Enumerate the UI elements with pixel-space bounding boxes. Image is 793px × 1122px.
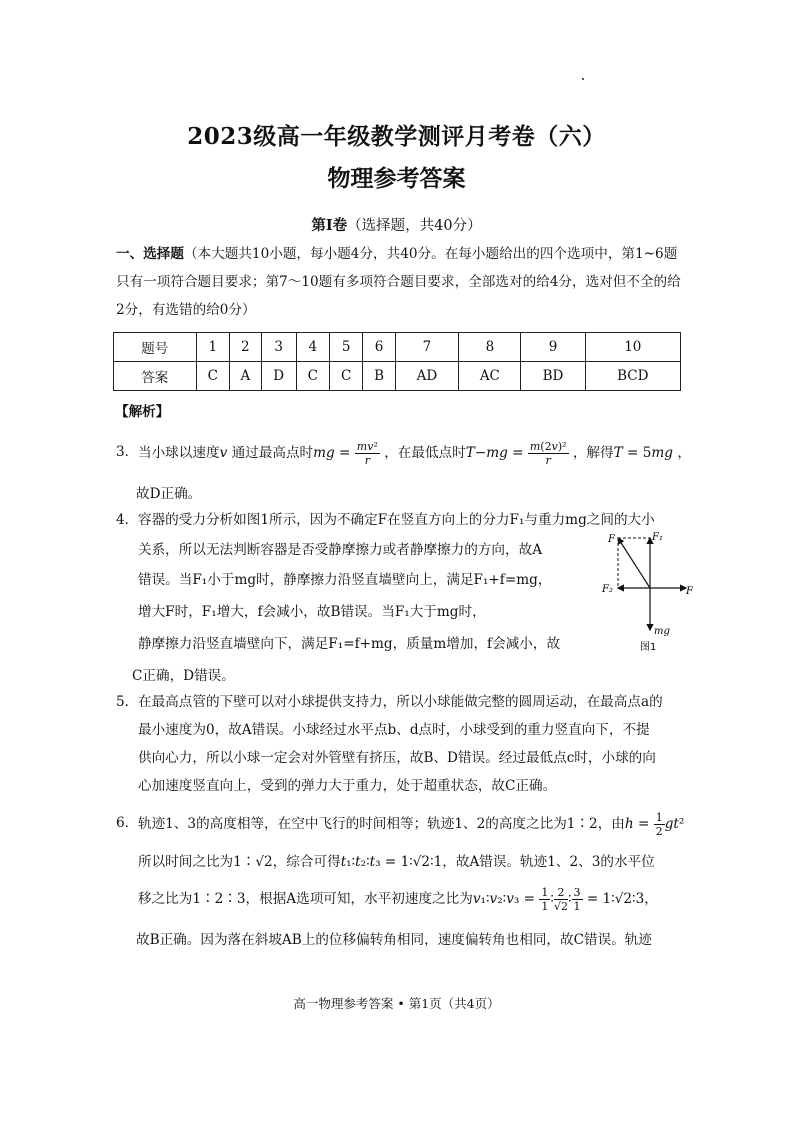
- q4-number: 4．: [116, 512, 139, 528]
- q5-line3: 供向心力，所以小球一定会对外管壁有挤压，故B、D错误。经过最低点c时，小球的向: [138, 750, 656, 766]
- question-number-cell: 1: [196, 333, 229, 362]
- q6-text-2a: 所以时间之比为: [138, 854, 234, 870]
- q6-line3: 移之比为1∶2∶3，根据A选项可知，水平初速度之比为v₁∶v₂∶v₃ = $\frac{1}{1}$ ∶ $\frac{2}{√2}$ ∶ $\frac{3}{1}$ = 1∶√2∶3，: [138, 886, 658, 913]
- instructions-text: （本大题共10小题，每小题4分，共40分。在每小题给出的四个选项中，第1~6题只有一项符合题目要求；第7～10题有多项符合题目要求，全部选对的给4分，选对但不全的给2分，有选错的给0分）: [116, 246, 681, 318]
- question-number-cell: 7: [395, 333, 459, 362]
- answer-cell: BD: [521, 362, 585, 391]
- q3-text-e: ，: [677, 445, 691, 461]
- label-F2: F₂: [602, 584, 613, 595]
- q6-text-2c: ，故A错误。轨迹1、2、3的水平位: [442, 854, 655, 870]
- q6-line2: 所以时间之比为1∶√2，综合可得t₁∶t₂∶t₃ = 1∶√2∶1，故A错误。轨迹1、2、3的水平位: [138, 854, 655, 870]
- answer-cell: C: [330, 362, 363, 391]
- table-header-cell: 答案: [114, 362, 197, 391]
- table-header-cell: 题号: [114, 333, 197, 362]
- section-heading: [0, 214, 793, 235]
- table-row-answers: [114, 362, 681, 391]
- section-heading-rest: （选择题，共40分）: [347, 218, 482, 234]
- exam-title: 2023级高一年级教学测评月考卷（六）: [187, 123, 606, 150]
- q3-text-c: ，在最低点时: [384, 445, 466, 461]
- label-F1: F₁: [652, 532, 663, 543]
- q3-number: 3．: [116, 444, 139, 460]
- q5-line2: 最小速度为0，故A错误。小球经过水平点b、d点时，小球受到的重力竖直向下，不提: [138, 722, 650, 738]
- q6-line4: 故B正确。因为落在斜坡AB上的位移偏转角相同，速度偏转角也相同，故C错误。轨迹: [136, 932, 652, 948]
- q6-text-3c: ，: [644, 891, 658, 907]
- q6-text-3b: ，根据A选项可知，水平初速度之比为: [245, 891, 473, 907]
- q3-line1: 当小球以速度v 通过最高点时mg = $\frac{\text{mv²}}{r}$ ，在最低点时T−mg = $\frac{\text{m(2v)²}}{r}$ ，解得T = 5mg ，: [138, 440, 691, 467]
- page-footer: 高一物理参考答案 • 第1页（共4页）: [293, 996, 500, 1011]
- q3-line2: 故D正确。: [136, 486, 202, 502]
- force-diagram: [598, 526, 708, 656]
- answer-cell: AD: [395, 362, 459, 391]
- answer-cell: C: [196, 362, 229, 391]
- answer-cell: D: [261, 362, 296, 391]
- section-instructions: [116, 240, 688, 324]
- q6-number: 6．: [116, 815, 139, 831]
- q5-line1: 在最高点管的下壁可以对小球提供支持力，所以小球能做完整的圆周运动，在最高点a的: [138, 694, 663, 710]
- q3-text-d: ，解得: [572, 445, 614, 461]
- answer-table: [113, 332, 681, 391]
- q4-line2: 关系，所以无法判断容器是否受静摩擦力或者静摩擦力的方向，故A: [138, 542, 543, 558]
- q4-line1: 容器的受力分析如图1所示，因为不确定F在竖直方向上的分力F₁与重力mg之间的大小: [138, 512, 655, 528]
- label-FN: F: [686, 586, 693, 597]
- question-number-cell: 3: [261, 333, 296, 362]
- question-number-cell: 2: [230, 333, 262, 362]
- section-heading-main: 第Ⅰ卷: [311, 217, 348, 234]
- q3-text-a: 当小球以速度: [138, 445, 220, 461]
- instructions-lead: 一、选择题: [116, 246, 184, 262]
- question-number-cell: 10: [585, 333, 680, 362]
- answer-cell: B: [363, 362, 395, 391]
- question-number-cell: 8: [459, 333, 521, 362]
- answer-cell: C: [296, 362, 329, 391]
- answer-cell: A: [230, 362, 262, 391]
- q3-text-b: 通过最高点时: [231, 445, 314, 461]
- q6-line1: 轨迹1、3的高度相等，在空中飞行的时间相等；轨迹1、2的高度之比为1∶2，由h = $\frac{1}{2}$ gt²: [138, 811, 685, 838]
- q6-text-2b: ，综合可得: [272, 854, 341, 870]
- q4-line5: 静摩擦力沿竖直墙壁向下，满足F₁=f+mg，质量m增加，f会减小，故: [138, 636, 561, 652]
- q4-line3: 错误。当F₁小于mg时，静摩擦力沿竖直墙壁向上，满足F₁+f=mg，: [138, 572, 552, 588]
- figure-caption: 图1: [640, 642, 657, 653]
- label-mg: mg: [654, 626, 670, 637]
- exam-subtitle: 物理参考答案: [327, 165, 466, 192]
- analysis-heading: 【解析】: [115, 404, 170, 420]
- stray-dot: [582, 78, 584, 80]
- table-row-numbers: [114, 333, 681, 362]
- answer-cell: AC: [459, 362, 521, 391]
- answer-cell: BCD: [585, 362, 680, 391]
- question-number-cell: 5: [330, 333, 363, 362]
- question-number-cell: 4: [296, 333, 329, 362]
- q6-text-3a: 移之比为: [138, 891, 193, 907]
- q4-line6: C正确，D错误。: [132, 668, 235, 684]
- question-number-cell: 9: [521, 333, 585, 362]
- q4-line4: 增大F时，F₁增大，f会减小，故B错误。当F₁大于mg时，: [138, 604, 486, 620]
- force-diagram-svg: [598, 526, 708, 656]
- label-F: F: [608, 534, 615, 545]
- question-number-cell: 6: [363, 333, 395, 362]
- q5-line4: 心加速度竖直向上，受到的弹力大于重力，处于超重状态，故C正确。: [138, 778, 557, 794]
- q5-number: 5．: [116, 694, 139, 710]
- q6-text-1: 轨迹1、3的高度相等，在空中飞行的时间相等；轨迹1、2的高度之比为1∶2，由: [138, 816, 625, 832]
